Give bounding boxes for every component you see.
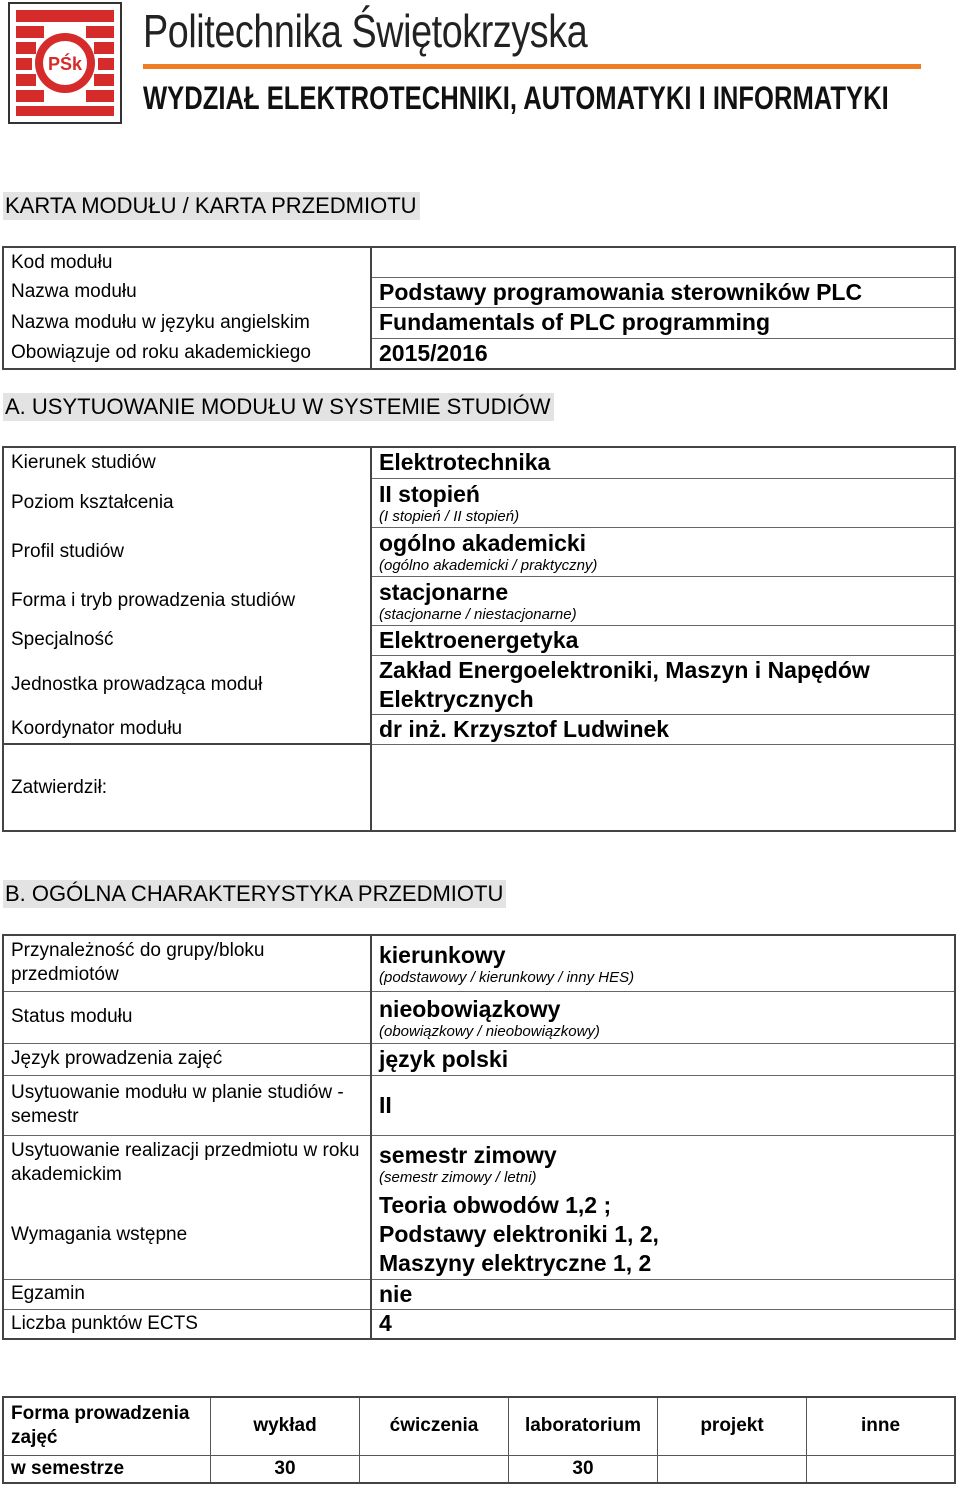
ects-value: 4: [371, 1309, 955, 1339]
requirements-label: Wymagania wstępne: [3, 1191, 371, 1279]
mode-hint: (stacjonarne / niestacjonarne): [379, 606, 577, 623]
section-a-table: [2, 446, 956, 832]
group-hint: (podstawowy / kierunkowy / inny HES): [379, 968, 635, 986]
level-value: II stopień: [379, 481, 480, 507]
group-value: kierunkowy: [379, 941, 506, 968]
approved-label: Zatwierdził:: [3, 744, 371, 831]
requirements-line-3: Maszyny elektryczne 1, 2: [379, 1250, 652, 1277]
class-forms-table: [2, 1396, 956, 1484]
semester-value: II: [371, 1075, 955, 1135]
forms-header-label: Forma prowadzenia zajęć: [3, 1397, 211, 1455]
mode-value: stacjonarne: [379, 579, 509, 605]
ects-label: Liczba punktów ECTS: [3, 1309, 371, 1339]
group-label: Przynależność do grupy/bloku przedmiotów: [3, 935, 371, 991]
forms-row-label: w semestrze: [3, 1455, 211, 1483]
status-label: Status modułu: [3, 991, 371, 1043]
section-a-title: A. USYTUOWANIE MODUŁU W SYSTEMIE STUDIÓW: [3, 393, 554, 421]
name-label: Nazwa modułu: [3, 277, 371, 307]
group-cell: [371, 935, 955, 991]
unit-label: Jednostka prowadząca moduł: [3, 655, 371, 714]
hours-exercises: [360, 1455, 509, 1483]
profile-hint: (ogólno akademicki / praktyczny): [379, 557, 598, 574]
code-value: [371, 247, 955, 277]
code-label: Kod modułu: [3, 247, 371, 277]
profile-value: ogólno akademicki: [379, 530, 587, 556]
requirements-line-2: Podstawy elektroniki 1, 2,: [379, 1221, 659, 1248]
name-en-value: Fundamentals of PLC programming: [371, 307, 955, 338]
term-cell: [371, 1135, 955, 1191]
status-value: nieobowiązkowy: [379, 995, 561, 1022]
semester-label: Usytuowanie modułu w planie studiów - semestr: [3, 1075, 371, 1135]
hours-project: [658, 1455, 807, 1483]
year-value: 2015/2016: [371, 338, 955, 369]
hours-lecture: 30: [211, 1455, 360, 1483]
requirements-cell: [371, 1191, 955, 1279]
forms-column-laboratory: laboratorium: [509, 1397, 658, 1455]
unit-value-line-1: Zakład Energoelektroniki, Maszyn i Napędów: [379, 656, 870, 683]
name-value: Podstawy programowania sterowników PLC: [371, 277, 955, 307]
mode-label: Forma i tryb prowadzenia studiów: [3, 576, 371, 625]
profile-label: Profil studiów: [3, 527, 371, 576]
name-en-label: Nazwa modułu w języku angielskim: [3, 307, 371, 338]
document-title: KARTA MODUŁU / KARTA PRZEDMIOTU: [3, 192, 420, 220]
status-hint: (obowiązkowy / nieobowiązkowy): [379, 1022, 600, 1040]
field-value: Elektrotechnika: [379, 449, 551, 476]
requirements-line-1: Teoria obwodów 1,2 ;: [379, 1192, 612, 1219]
exam-value: nie: [371, 1279, 955, 1309]
section-b-table: [2, 934, 956, 1340]
section-b-title: B. OGÓLNA CHARAKTERYSTYKA PRZEDMIOTU: [3, 880, 506, 908]
term-hint: (semestr zimowy / letni): [379, 1168, 537, 1186]
specialty-label: Specjalność: [3, 625, 371, 655]
unit-cell: [371, 655, 955, 714]
forms-column-project: projekt: [658, 1397, 807, 1455]
status-cell: [371, 991, 955, 1043]
hours-laboratory: 30: [509, 1455, 658, 1483]
specialty-value: Elektroenergetyka: [371, 625, 955, 655]
language-label: Język prowadzenia zajęć: [3, 1043, 371, 1075]
level-label: Poziom kształcenia: [3, 478, 371, 527]
term-label: Usytuowanie realizacji przedmiotu w roku akademickim: [3, 1135, 371, 1191]
level-hint: (I stopień / II stopień): [379, 508, 520, 525]
field-label: Kierunek studiów: [3, 447, 371, 478]
mode-cell: [371, 576, 955, 625]
level-cell: [371, 478, 955, 527]
university-logo: [8, 2, 122, 124]
coordinator-label: Koordynator modułu: [3, 714, 371, 744]
faculty-name: WYDZIAŁ ELEKTROTECHNIKI, AUTOMATYKI I INFORMATYKI: [143, 80, 889, 116]
coordinator-value: dr inż. Krzysztof Ludwinek: [371, 714, 955, 744]
approved-value: [371, 744, 955, 831]
year-label: Obowiązuje od roku akademickiego: [3, 338, 371, 369]
header-divider: [143, 64, 921, 69]
forms-column-exercises: ćwiczenia: [360, 1397, 509, 1455]
module-info-table: [2, 246, 956, 370]
profile-cell: [371, 527, 955, 576]
unit-value-line-2: Elektrycznych: [379, 685, 534, 712]
language-value: język polski: [371, 1043, 955, 1075]
university-name: Politechnika Świętokrzyska: [143, 5, 588, 57]
logo-text: PŚk: [47, 54, 83, 74]
exam-label: Egzamin: [3, 1279, 371, 1309]
forms-column-lecture: wykład: [211, 1397, 360, 1455]
term-value: semestr zimowy: [379, 1141, 557, 1168]
hours-other: [807, 1455, 956, 1483]
forms-column-other: inne: [807, 1397, 956, 1455]
